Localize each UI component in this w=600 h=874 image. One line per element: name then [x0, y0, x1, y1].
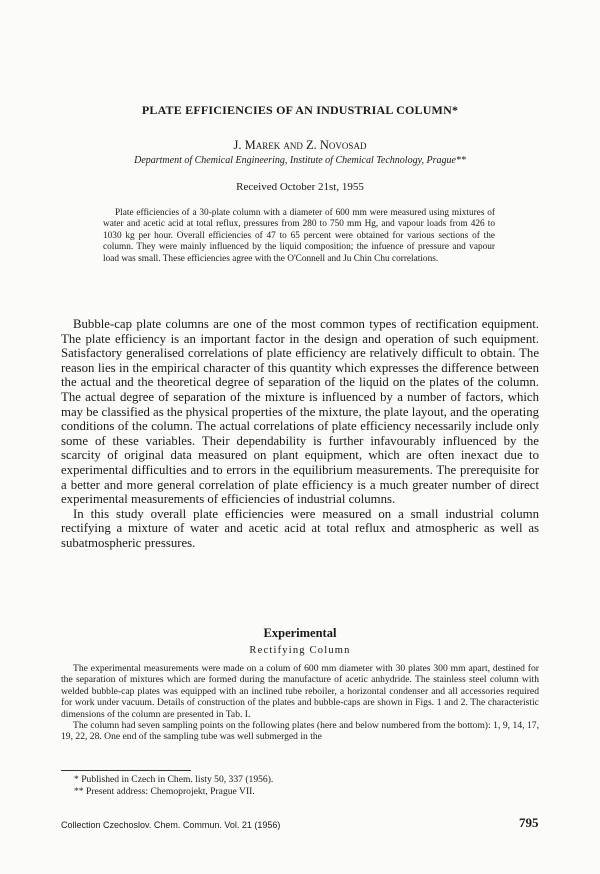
page-number: 795 [519, 815, 539, 830]
abstract: Plate efficiencies of a 30-plate column with a diameter of 600 mm were measured using mixtures of water and acetic acid at total reflux, pressures from 280 to 750 mm Hg, and vapour loads from 426 to 1030 kg per hour. Overall efficiencies of 47 to 65 percent were obtained for various sections of the column. They were mainly influenced by the liquid composition; the infuence of pressure and vapour load was small. These efficiencies agree with the O'Connell and Ju Chin Chu correlations. [103, 208, 495, 264]
affiliation: Department of Chemical Engineering, Institute of Chemical Technology, Prague** [134, 155, 466, 166]
section-heading: Experimental [263, 626, 337, 640]
received-date: Received October 21st, 1955 [236, 181, 364, 193]
journal-footer: Collection Czechoslov. Chem. Commun. Vol. 21 (1956) [61, 820, 281, 830]
paper-title: PLATE EFFICIENCIES OF AN INDUSTRIAL COLUMN* [141, 103, 459, 117]
footnotes [74, 774, 534, 798]
body-paragraph: Bubble-cap plate columns are one of the most common types of rectification equipment. The plate efficiency is an important factor in the design and operation of such equipment. Satisfactory generalised correlations of plate efficiency are relatively difficult to obtain. The reason lies in the empirical character of this quantity which expresses the difference between the actual and the theoretical degree of separation of the liquid on the plates of the column. The actual degree of separation of the mixture is influenced by a number of factors, which may be classified as the physical properties of the mixture, the plate layout, and the operating conditions of the column. The actual correlations of plate efficiency necessarily include only some of these variables. Their dependability is further infavourably influenced by the scarcity of original data measured on plant equipment, which are often inexact due to experimental difficulties and to errors in the equilibrium measurements. The prerequisite for a better and more general correlation of plate efficiency is a much greater number of direct experimental measurements of efficiencies of industrial columns. [61, 317, 539, 507]
authors: J. Marek and Z. Novosad [233, 138, 367, 152]
body-paragraph: The experimental measurements were made on a colum of 600 mm diameter with 30 plates 300 mm apart, destined for the separation of mixtures which are formed during the manufacture of acetic anhydride. The stainless steel column with welded bubble-cap plates was equipped with an inclined tube reboiler, a horizontal condenser and all accessories required for work under vacuum. Details of construction of the plates and bubble-caps are shown in Figs. 1 and 2. The characteristic dimensions of the column are presented in Tab. I. [61, 663, 539, 720]
footnote: * Published in Czech in Chem. listy 50, 337 (1956). [74, 774, 274, 785]
body-paragraph: The column had seven sampling points on the following plates (here and below numbered from the bottom): 1, 9, 14, 17, 19, 22, 28. One end of the sampling tube was well submerged in the [61, 720, 539, 743]
subsection-heading: Rectifying Column [249, 645, 351, 656]
experimental-text [61, 663, 539, 743]
footnote: ** Present address: Chemoprojekt, Prague VII. [74, 786, 255, 797]
footnote-divider [61, 770, 191, 771]
introduction [61, 317, 539, 551]
body-paragraph: In this study overall plate efficiencies were measured on a small industrial column rectifying a mixture of water and acetic acid at total reflux and atmospheric as well as subatmospheric pressures. [61, 506, 539, 550]
